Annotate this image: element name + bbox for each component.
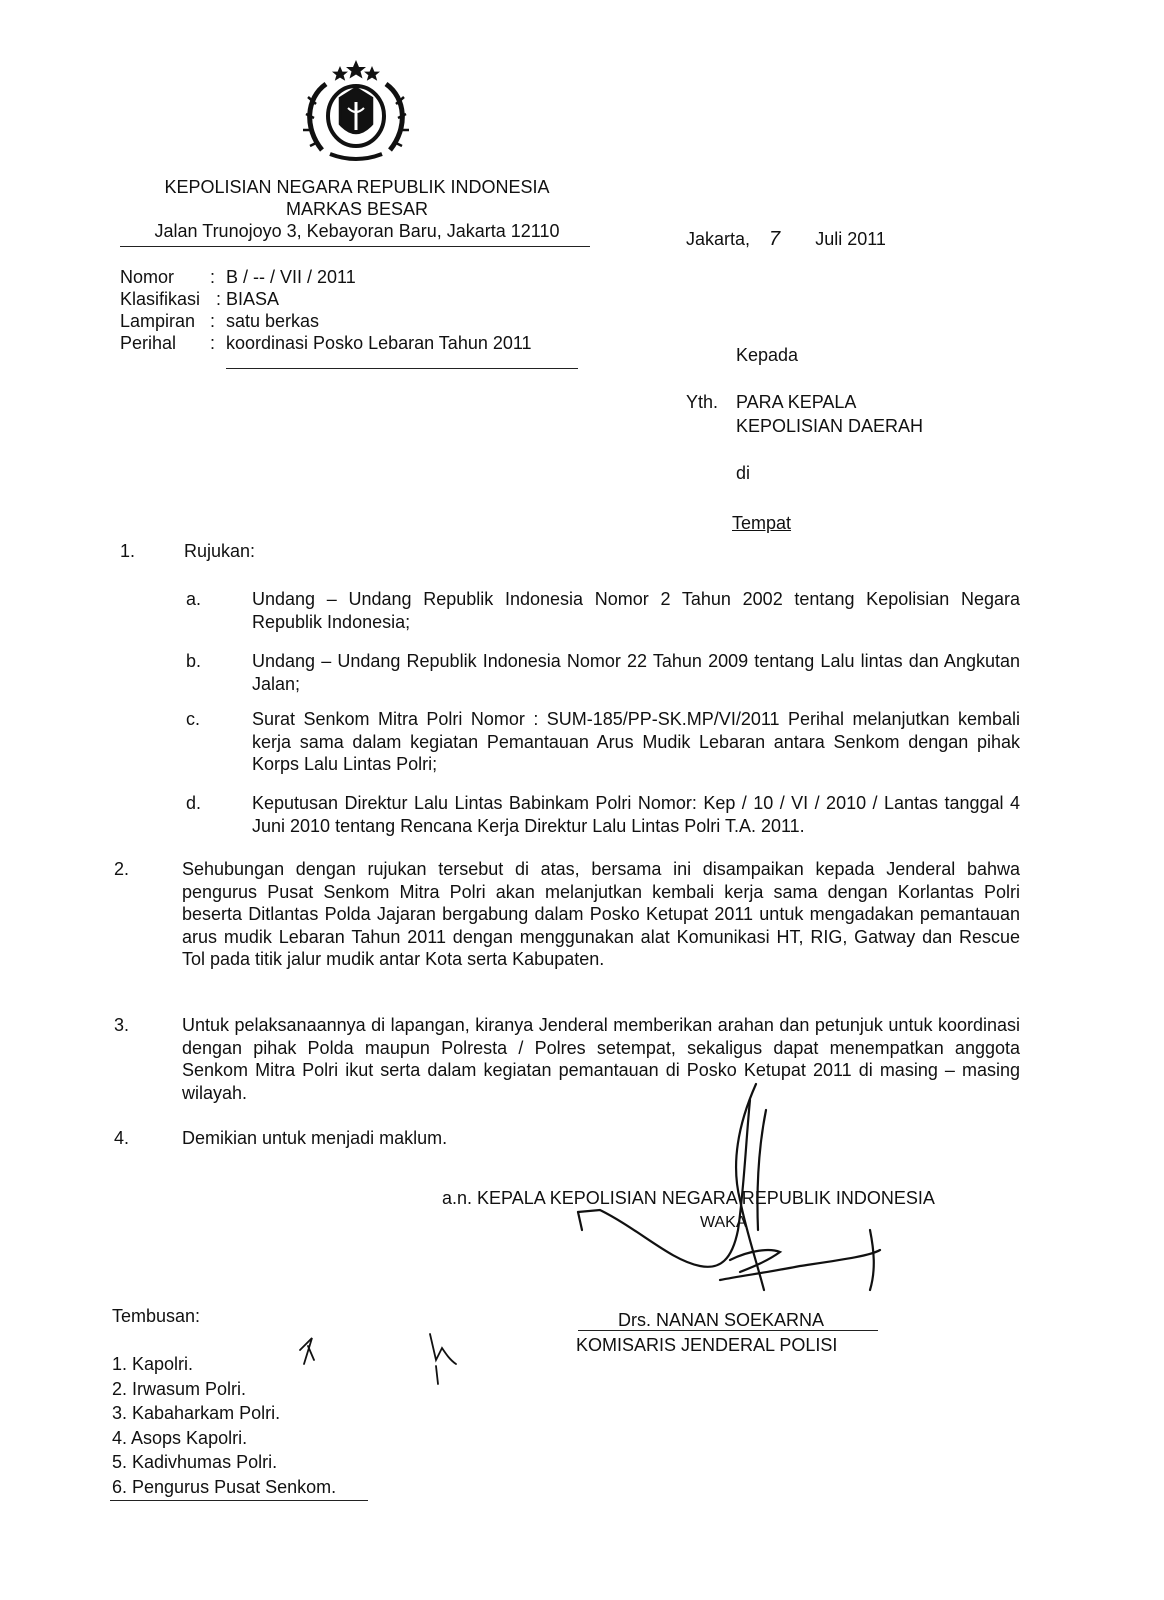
meta-klasifikasi-value: BIASA	[226, 289, 280, 309]
meta-nomor-value: B / -- / VII / 2011	[226, 267, 356, 287]
handwritten-signature-icon	[570, 1080, 890, 1310]
institution-name: KEPOLISIAN NEGARA REPUBLIK INDONESIA	[164, 177, 550, 197]
ref-b-letter: b.	[186, 651, 202, 671]
letterhead	[112, 176, 602, 242]
paraf-mark-icon	[290, 1330, 470, 1390]
meta-lampiran-value: satu berkas	[226, 311, 320, 331]
para-3-number: 3.	[114, 1015, 130, 1035]
recipient-line2: KEPOLISIAN DAERAH	[736, 416, 924, 436]
perihal-underline	[226, 368, 578, 369]
police-emblem-icon	[300, 58, 412, 168]
tembusan-item: 4. Asops Kapolri.	[112, 1427, 248, 1448]
ref-c-letter: c.	[186, 709, 201, 729]
meta-row-perihal: Perihal : koordinasi Posko Lebaran Tahun 2011	[120, 333, 532, 353]
institution-address: Jalan Trunojoyo 3, Kebayoran Baru, Jakarta 12110	[154, 221, 560, 241]
date-city: Jakarta,	[686, 229, 751, 249]
letter-date	[686, 228, 886, 250]
tembusan-item: 5. Kadivhumas Polri.	[112, 1452, 278, 1472]
letterhead-underline	[120, 246, 590, 247]
recipient-yth: Yth.	[686, 392, 719, 412]
meta-row-klasifikasi: Klasifikasi : BIASA	[120, 289, 280, 309]
ref-d-text: Keputusan Direktur Lalu Lintas Babinkam Polri Nomor: Kep / 10 / VI / 2010 / Lantas tanggal 4 Juni 2010 tentang Rencana Kerja Direktur Lalu Lintas Polri T.A. 2011.	[252, 793, 1020, 836]
tembusan-item: 1. Kapolri.	[112, 1354, 194, 1374]
letter-meta	[120, 266, 532, 354]
ref-b-text: Undang – Undang Republik Indonesia Nomor 22 Tahun 2009 tentang Lalu lintas dan Angkutan Jalan;	[252, 651, 1020, 694]
meta-row-nomor: Nomor : B / -- / VII / 2011	[120, 267, 356, 287]
para-3-text: Untuk pelaksanaannya di lapangan, kiranya Jenderal memberikan arahan dan petunjuk untuk koordinasi dengan pihak Polda maupun Polresta / Polres setempat, sekaligus dapat menempatkan anggota Senkom Mitra Polri ikut serta dalam kegiatan pemantauan di Posko Ketupat 2011 di masing – masing wilayah.	[182, 1015, 1020, 1103]
para-2-number: 2.	[114, 859, 130, 879]
meta-perihal-value: koordinasi Posko Lebaran Tahun 2011	[226, 333, 532, 353]
tembusan-item: 3. Kabaharkam Polri.	[112, 1403, 281, 1423]
para-2-text: Sehubungan dengan rujukan tersebut di atas, bersama ini disampaikan kepada Jenderal bahwa pengurus Pusat Senkom Mitra Polri akan melanjutkan kembali kerja sama dengan Korlantas Polri beserta Ditlantas Polda Jajaran bergabung dalam Posko Ketupat 2011 untuk mengadakan pemantauan arus mudik Lebaran Tahun 2011 dengan menggunakan alat Komunikasi HT, RIG, Gatway dan Rescue Tol pada titik jalur mudik antar Kota serta Kabupaten.	[182, 859, 1020, 969]
signatory-name: Drs. NANAN SOEKARNA	[618, 1310, 825, 1330]
tembusan-item: 6. Pengurus Pusat Senkom.	[112, 1476, 337, 1497]
ref-a-text: Undang – Undang Republik Indonesia Nomor 2 Tahun 2002 tentang Kepolisian Negara Republik Indonesia;	[252, 589, 1020, 632]
recipient-tempat: Tempat	[732, 513, 792, 533]
para-1-title: Rujukan:	[184, 541, 256, 561]
tembusan-label: Tembusan:	[112, 1306, 201, 1326]
institution-unit: MARKAS BESAR	[285, 199, 429, 219]
recipient-di: di	[736, 463, 751, 483]
date-day: 7	[769, 228, 781, 250]
signatory-rank: KOMISARIS JENDERAL POLISI	[576, 1335, 838, 1355]
tembusan-underline	[110, 1500, 368, 1501]
signature-title: WAKA	[700, 1214, 747, 1231]
signatory-name-underline	[578, 1330, 878, 1331]
recipient-line1: PARA KEPALA	[736, 392, 857, 412]
ref-a-letter: a.	[186, 589, 202, 609]
para-4-number: 4.	[114, 1128, 130, 1148]
tembusan-item: 2. Irwasum Polri.	[112, 1378, 247, 1399]
meta-row-lampiran: Lampiran : satu berkas	[120, 311, 320, 331]
date-month-year: Juli 2011	[815, 229, 886, 249]
ref-d-letter: d.	[186, 793, 202, 813]
signature-on-behalf: a.n. KEPALA KEPOLISIAN NEGARA REPUBLIK INDONESIA	[442, 1188, 935, 1208]
para-1-number: 1.	[120, 541, 136, 561]
ref-c-text: Surat Senkom Mitra Polri Nomor : SUM-185/PP-SK.MP/VI/2011 Perihal melanjutkan kembali kerja sama dalam kegiatan Pemantauan Arus Mudik Lebaran antara Senkom dengan pihak Korps Lalu Lintas Polri;	[252, 709, 1020, 774]
recipient-kepada: Kepada	[736, 345, 799, 365]
para-4-text: Demikian untuk menjadi maklum.	[182, 1128, 448, 1148]
